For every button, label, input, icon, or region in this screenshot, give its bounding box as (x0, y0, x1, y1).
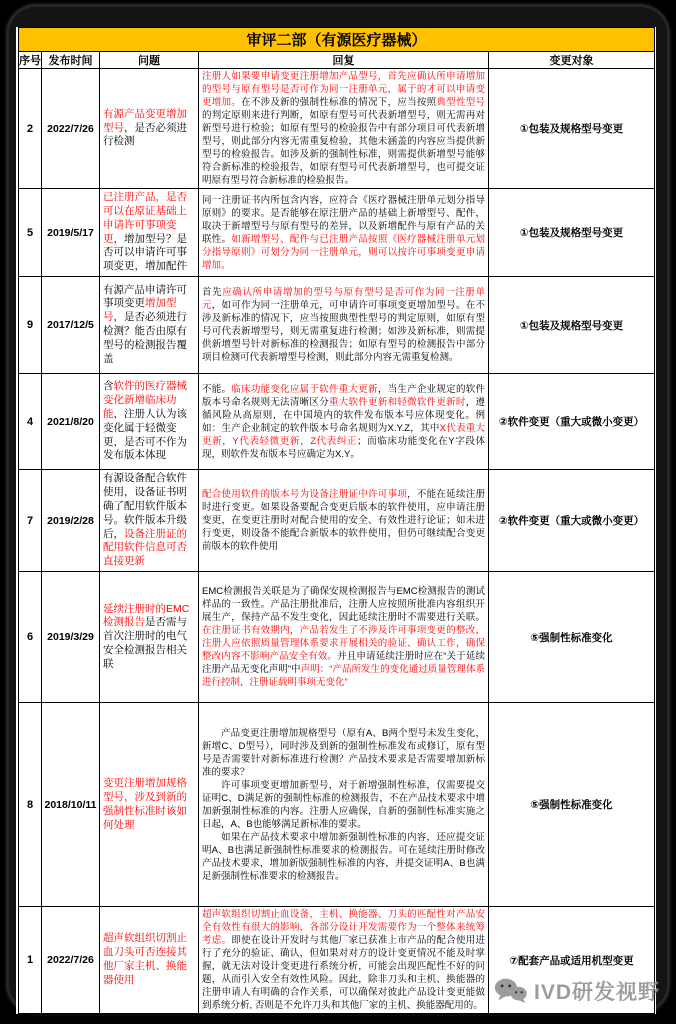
text-segment: 设备注册证的配用软件信息可否直接更新 (103, 527, 187, 568)
row-index-cell: 9 (19, 277, 42, 374)
row-question-cell (100, 572, 199, 703)
text-segment: 已注册产品，是否可以在原证基础上申请许可事项变更 (103, 191, 187, 245)
row-reply-cell (199, 572, 489, 703)
table-row (19, 374, 655, 470)
spreadsheet-area (16, 27, 656, 1014)
watermark-text: IVD研发视野 (533, 981, 660, 1004)
row-date-cell: 2017/12/5 (42, 277, 100, 374)
row-index-cell: 4 (19, 374, 42, 470)
row-index-cell: 7 (19, 470, 42, 572)
table-row (19, 189, 655, 277)
text-segment: 的判定原则来进行判断，如原有型号可代表新增型号，则无需再对新型号进行检验；如原有型号的检验报告中有部分项目可代表新增型号，则此部分内容无需重复检验，其他未涵盖的内容应当提供新型号的检验报告。如涉及新的强制性标准，则需提供新增型号能够符合新标准的检验报告，如原有型号可代表新增型号，也可提交证明原有型号符合新标准的检验报告。 (202, 110, 485, 186)
row-target-cell: ②软件变更（重大或微小变更） (489, 470, 655, 572)
reply-paragraph (202, 286, 485, 364)
row-reply-cell (199, 470, 489, 572)
text-segment: 同一注册证书内所包含内容，应符合《医疗器械注册单元划分指导原则》的要求。是否能够在原注册产品的基础上新增型号、配件，取决于新增型号与原有型号的差异，以及新增配件与原有产品的关联性。 (202, 194, 485, 245)
row-target-cell: ⑦配套产品或适用机型变更 (489, 907, 655, 1014)
text-segment: 首先 (202, 287, 223, 299)
text-segment: 有源产品申请许可事项变更 (103, 283, 187, 310)
text-segment: ，遵循风险从高原则，在中国境内的软件发布版本号应体现变化。例如：生产企业制定的软件版本号命名规则为X.Y.Z，其中 (202, 396, 485, 434)
row-target-cell: ⑤强制性标准变化 (489, 703, 655, 907)
text-segment: 如新增型号、配件与已注册产品按照《医疗器械注册单元划分指导原则》可划分为同一注册单元，则可以按许可事项变更申请增加。 (202, 233, 485, 271)
text-segment: ，当生产企业规定的软件版本号命名规则无法清晰区分 (202, 383, 485, 408)
row-question-cell (100, 703, 199, 907)
text-segment: 即使在设计开发时与其他厂家已获准上市产品的配合使用进行了充分的验证、确认，但如果对对方的设计变更情况不能及时掌握，就无法对设计变更进行系统分析，可能会出现匹配性不好的问题，从而引入安全有效性风险。因此，除非刀头和主机、换能器的注册申请人有明确的合作关系，可以确保对彼此产品设计变更能做到系统分析, 否则是不允许刀头和其他厂家的主机、换能器配用的。 (202, 935, 485, 1012)
row-reply-cell (199, 189, 489, 277)
qa-table (18, 27, 655, 1014)
text-segment: 超声软组织切割止血刀头可否连接其他厂家主机、换能器使用 (103, 932, 187, 987)
text-segment: 延续注册时的EMC检测报告 (103, 602, 190, 629)
row-index-cell: 5 (19, 189, 42, 277)
text-segment: ，注册人认为该变化属于轻微变更，是否可不作为发布版本体现 (103, 407, 187, 462)
text-segment: ，增加型号？是否可以申请许可事项变更，增加配件 (103, 232, 187, 273)
row-date-cell: 2019/2/28 (42, 470, 100, 572)
text-segment: X代表重大更新，Y代表轻微更新，Z代表纠正 (202, 422, 486, 447)
col-header-question: 问题 (100, 52, 199, 69)
row-date-cell: 2022/7/26 (42, 907, 100, 1014)
row-question-cell (100, 277, 199, 374)
text-segment: 变更注册增加规格型号，涉及到新的强制性标准时该如何处理 (103, 776, 187, 831)
text-segment: 是否需与首次注册时的电气安全检测报告相关联 (103, 616, 187, 670)
row-reply-cell (199, 374, 489, 470)
text-segment: 声明：“产品所发生的变化通过质量管理体系进行控制，注册证载明事项无变化” (202, 664, 485, 689)
text-segment: 注册人如果要申请变更注册增加产品型号，首先应确认所申请增加的型号与原有型号是否可作为同一注册单元，属于的才可以申请变更增加。 (202, 71, 485, 108)
row-question-cell (100, 907, 199, 1014)
text-segment: 超声软组织切割止血设备，主机、换能器、刀头的匹配性对产品安全有效性有很大的影响，各部分设计开发需要作为一个整体来统筹考虑。 (202, 909, 485, 947)
table-row (19, 277, 655, 374)
table-row (19, 69, 655, 189)
row-target-cell: ①包装及规格型号变更 (489, 277, 655, 374)
text-segment: 不能。 (202, 383, 232, 395)
row-index-cell: 8 (19, 703, 42, 907)
reply-paragraph (202, 779, 485, 831)
reply-paragraph (202, 727, 485, 779)
row-reply-cell (199, 703, 489, 907)
watermark (494, 976, 660, 1006)
reply-paragraph (202, 585, 485, 689)
row-question-cell (100, 470, 199, 572)
col-header-reply: 回复 (199, 52, 489, 69)
row-question-cell (100, 69, 199, 189)
reply-paragraph (202, 70, 485, 187)
text-segment: 有源产品变更增加型号 (103, 107, 187, 134)
row-target-cell: ⑤强制性标准变化 (489, 572, 655, 703)
reply-paragraph (202, 831, 485, 883)
row-index-cell: 1 (19, 907, 42, 1014)
text-segment: EMC检测报告关联是为了确保安规检测报告与EMC检测报告的测试样品的一致性。产品注册批准后，注册人应按照所批准内容组织开展生产，保持产品不发生变化，因此延续注册时不需要进行关联。 (202, 586, 485, 624)
reply-paragraph (202, 194, 485, 272)
text-segment: 在不涉及新的强制性标准的情况下，应当按照 (241, 97, 437, 108)
row-date-cell: 2018/10/11 (42, 703, 100, 907)
table-row (19, 572, 655, 703)
col-header-date: 发布时间 (42, 52, 100, 69)
text-segment: 增加型号 (103, 297, 177, 324)
text-segment: 配合使用软件的版本号为设备注册证中许可事项 (202, 489, 408, 501)
text-segment: 重大软件更新和轻微软件更新时 (328, 396, 466, 408)
reply-paragraph (202, 383, 485, 461)
row-target-cell: ②软件变更（重大或微小变更） (489, 374, 655, 470)
text-segment: 如果在产品技术要求中增加新强制性标准的内容，还应提交证明A、B也满足新强制性标准要求的检测报告。可在延续注册时修改产品技术要求，增加新版强制性标准的内容，并提交证明A、B也满足新强制性标准要求的检测报告。 (202, 831, 485, 882)
col-header-target: 变更对象 (489, 52, 655, 69)
text-segment: ；而临床功能变化在Y字段体现，则软件发布版本号应确定为X.Y。 (202, 435, 485, 460)
header-row (19, 52, 655, 69)
table-row (19, 470, 655, 572)
col-header-index: 序号 (19, 52, 42, 69)
reply-paragraph (202, 908, 485, 1012)
text-segment: 并且申请延续注册时应在“关于延续注册产品无变化声明”中 (202, 651, 485, 676)
row-reply-cell (199, 69, 489, 189)
text-segment: 临床功能变化应属于软件重大更新 (231, 383, 378, 395)
text-segment: 产品变更注册增加规格型号（原有A、B两个型号未发生变化，新增C、D型号），同时涉及到新的强制性标准发布或修订，原有型号是否需要针对新标准进行检测？产品技术要求是否需要增加新标准的要求？ (202, 727, 485, 778)
text-segment: ，如可作为同一注册单元，可申请许可事项变更增加型号。在不涉及新标准的情况下，应当按照典型性型号的判定原则，如原有型号可代表新增型号，则无需重复进行检测；如涉及新标准，则需提供新增型号针对新标准的检测报告；如原有型号的检测报告中部分项目检测可代表新增型号检测，则此部分内容无需重复检测。 (202, 300, 485, 364)
text-segment: 典型性型号 (436, 97, 485, 108)
text-segment: ，是否必须进行检测 (103, 121, 187, 148)
reply-paragraph (202, 488, 485, 553)
row-index-cell: 2 (19, 69, 42, 189)
text-segment: ，不能在延续注册时进行变更。如果设备要配合变更后版本的软件使用，应申请注册变更，在变更注册时对配合使用的安全、有效性进行论证；如未进行变更，则设备不能配合新版本的软件使用，但仍可继续配合变更前版本的软件使用 (202, 489, 485, 553)
row-question-cell (100, 189, 199, 277)
row-target-cell: ①包装及规格型号变更 (489, 69, 655, 189)
wechat-icon (494, 977, 528, 1005)
row-date-cell: 2021/8/20 (42, 374, 100, 470)
text-segment: 软件的医疗器械变化新增临床功能 (103, 380, 187, 420)
text-segment: 在注册证书有效期内，产品若发生了不涉及许可事项变更的整改，注册人应依照质量管理体系要求开展相关的验证、确认工作，确保整改内容不影响产品安全有效。 (202, 625, 485, 663)
row-target-cell: ①包装及规格型号变更 (489, 189, 655, 277)
row-date-cell: 2019/3/29 (42, 572, 100, 703)
row-reply-cell (199, 277, 489, 374)
text-segment: 含 (103, 380, 114, 393)
table-row (19, 703, 655, 907)
row-date-cell: 2019/5/17 (42, 189, 100, 277)
text-segment: 有源设备配合软件使用，设备证书明确了配用软件版本号。软件版本升级后， (103, 472, 187, 540)
table-title: 审评二部（有源医疗器械） (19, 28, 655, 52)
row-question-cell (100, 374, 199, 470)
text-segment: ，是否必须进行检测？能否由原有型号的检测报告覆盖 (103, 311, 187, 365)
row-reply-cell (199, 907, 489, 1014)
text-segment: 应确认所申请增加的型号与原有型号是否可作为同一注册单元 (202, 287, 485, 312)
text-segment: 许可事项变更增加新型号，对于新增强制性标准，仅需要提交证明C、D满足新的强制性标准的检测报告，不在产品技术要求中增加新强制性标准的内容。注册人应确保，自新的强制性标准实施之日起，A、B也能够满足新标准的要求。 (202, 779, 485, 830)
row-index-cell: 6 (19, 572, 42, 703)
row-date-cell: 2022/7/26 (42, 69, 100, 189)
